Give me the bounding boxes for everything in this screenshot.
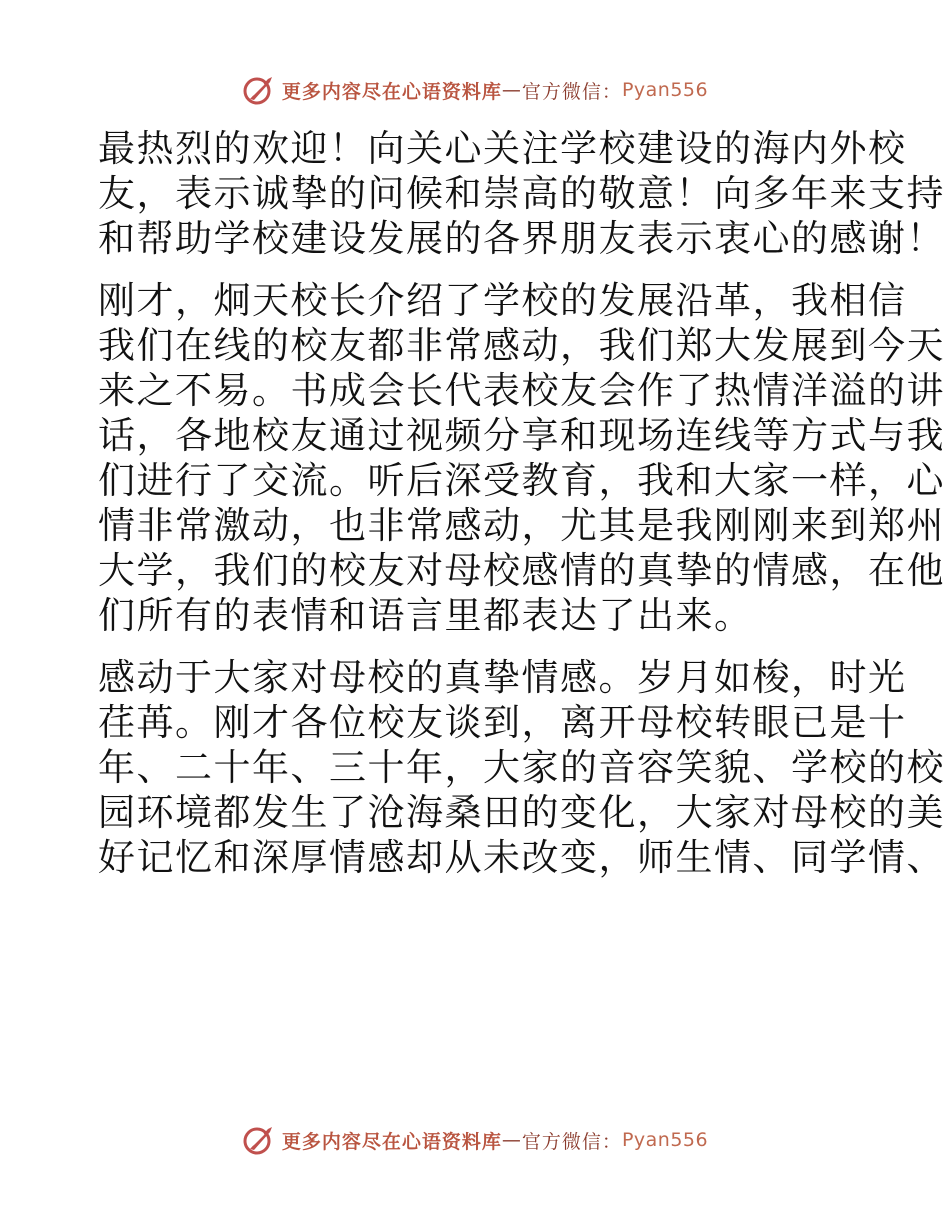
paragraph bbox=[98, 655, 945, 880]
feather-pen-logo-icon bbox=[242, 73, 276, 107]
text-line: 年、二十年、三十年，大家的音容笑貌、学校的校 bbox=[98, 746, 945, 789]
text-line: 园环境都发生了沧海桑田的变化，大家对母校的美 bbox=[98, 791, 945, 834]
text-line: 来之不易。书成会长代表校友会作了热情洋溢的讲 bbox=[98, 369, 945, 412]
text-line: 们所有的表情和语言里都表达了出来。 bbox=[98, 594, 753, 637]
document-body bbox=[98, 126, 945, 880]
watermark-sub-text: 官方微信： bbox=[521, 80, 622, 103]
text-line: 感动于大家对母校的真挚情感。岁月如梭，时光 bbox=[98, 656, 907, 699]
watermark-id: Pyan556 bbox=[621, 1129, 709, 1151]
footer-watermark bbox=[0, 1120, 950, 1160]
watermark-sub-text: 官方微信： bbox=[521, 1130, 622, 1153]
text-line: 好记忆和深厚情感却从未改变，师生情、同学情、 bbox=[98, 836, 945, 879]
watermark-dash: — bbox=[501, 1129, 522, 1151]
text-line: 荏苒。刚才各位校友谈到，离开母校转眼已是十 bbox=[98, 701, 907, 744]
header-watermark bbox=[0, 70, 950, 110]
feather-pen-logo-icon bbox=[242, 1123, 276, 1157]
text-line: 情非常激动，也非常感动，尤其是我刚刚来到郑州 bbox=[98, 504, 945, 547]
paragraph bbox=[98, 126, 945, 261]
text-line: 刚才，炯天校长介绍了学校的发展沿革，我相信 bbox=[98, 279, 907, 322]
text-line: 和帮助学校建设发展的各界朋友表示衷心的感谢！ bbox=[98, 217, 945, 260]
watermark-main-text: 更多内容尽在心语资料库 bbox=[281, 1130, 502, 1153]
text-line: 话，各地校友通过视频分享和现场连线等方式与我 bbox=[98, 414, 945, 457]
text-line: 最热烈的欢迎！向关心关注学校建设的海内外校 bbox=[98, 127, 907, 170]
text-line: 友，表示诚挚的问候和崇高的敬意！向多年来支持 bbox=[98, 172, 945, 215]
watermark-main-text: 更多内容尽在心语资料库 bbox=[281, 80, 502, 103]
text-line: 大学，我们的校友对母校感情的真挚的情感，在他 bbox=[98, 549, 945, 592]
paragraph bbox=[98, 278, 945, 638]
text-line: 我们在线的校友都非常感动，我们郑大发展到今天 bbox=[98, 324, 945, 367]
watermark-id: Pyan556 bbox=[621, 79, 709, 101]
text-line: 们进行了交流。听后深受教育，我和大家一样，心 bbox=[98, 459, 945, 502]
watermark-dash: — bbox=[501, 79, 522, 101]
